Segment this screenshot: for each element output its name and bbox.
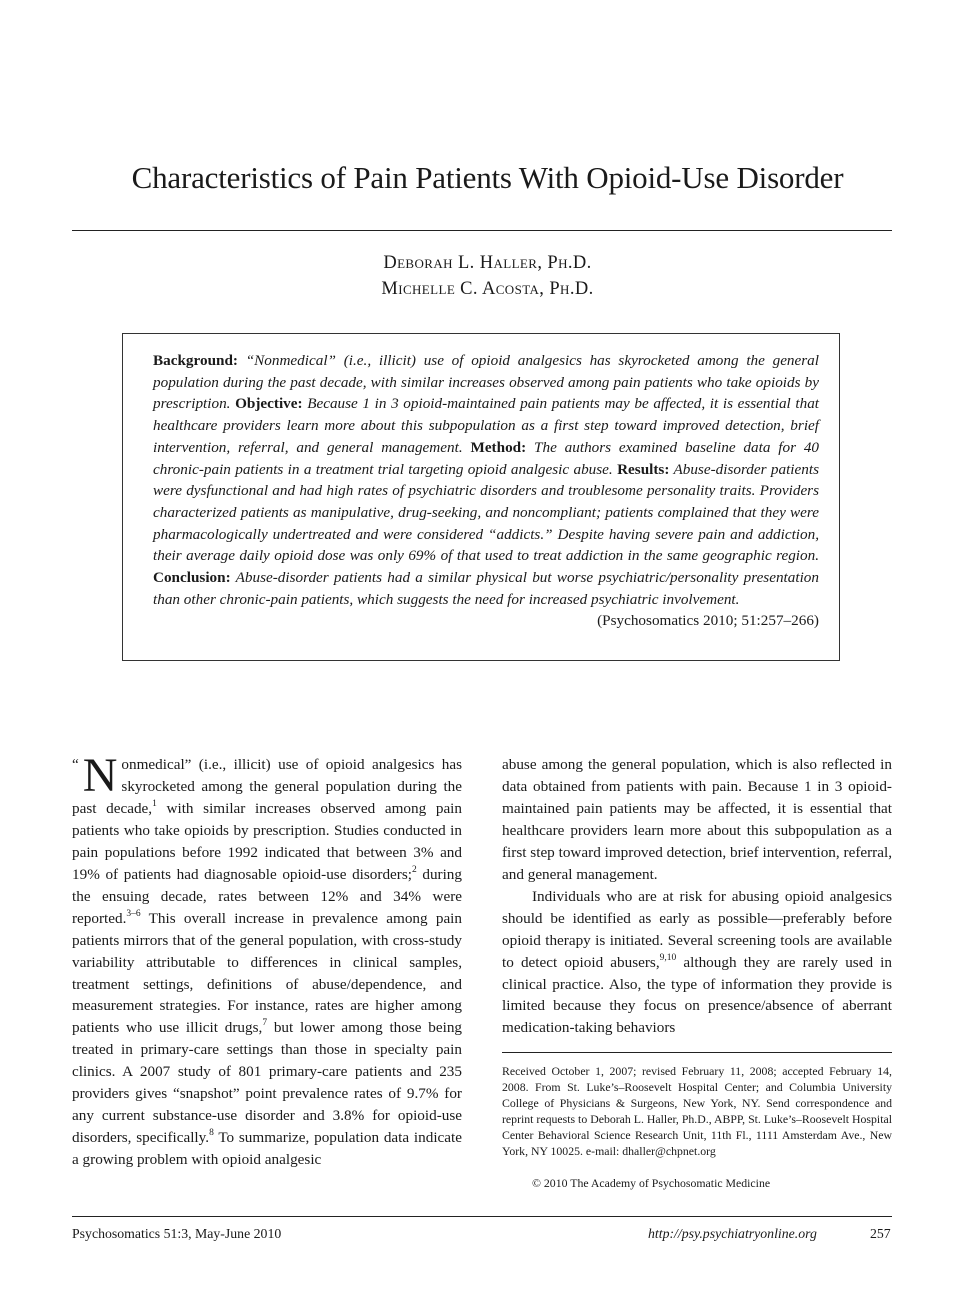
page-number: 257 — [870, 1226, 891, 1241]
abstract-objective-label: Objective: — [235, 395, 303, 413]
author-list — [0, 250, 975, 302]
abstract-background: “Nonmedical” (i.e., illicit) use of opioid analgesics has skyrocketed among the general population during the past decade, with similar increases observed among pain patients who take opioids by prescription. — [153, 352, 819, 413]
abstract-citation: (Psychosomatics 2010; 51:257–266) — [597, 612, 819, 630]
reference-marker[interactable]: 7 — [262, 1018, 268, 1029]
reference-marker[interactable]: 9,10 — [659, 952, 677, 963]
body-text: with similar increases observed among pain patients who take opioids by prescription. Studies conducted in pain populations before 1992 indicated that between 3% and 19% of patients had diagnosable opioid-use disorders; — [72, 799, 462, 883]
article-footnote: Received October 1, 2007; revised February 11, 2008; accepted February 14, 2008. From St. Luke’s–Roosevelt Hospital Center; and Columbia University College of Physicians & Surgeons, New York, NY. Send correspondence and reprint requests to Deborah L. Haller, Ph.D., ABPP, St. Luke’s–Roosevelt Hospital Center Behavioral Science Research Unit, 11th Fl., 1111 Amsterdam Ave., New York, NY 10025. e-mail: dhaller@chpnet.org — [502, 1064, 892, 1158]
body-text: Individuals who are at risk for abusing opioid analgesics should be identified as early as possible—preferably before opioid therapy is initiated. Several screening tools are available to detect opioid abusers, — [502, 887, 892, 971]
abstract-text — [153, 350, 820, 630]
body-text: onmedical” (i.e., illicit) use of opioid analgesics has skyrocketed among the general population during the past decade, — [72, 756, 462, 817]
body-paragraph — [502, 886, 892, 1040]
abstract-conclusion: Abuse-disorder patients had a similar physical but worse psychiatric/personality presentation than other chronic-pain patients, which suggests the need for increased psychiatric involvement. — [153, 569, 819, 608]
drop-cap: N — [82, 749, 118, 802]
article-title: Characteristics of Pain Patients With Opioid-Use Disorder — [131, 160, 844, 195]
body-column-right — [502, 754, 892, 1039]
abstract-conclusion-label: Conclusion: — [153, 569, 231, 587]
author-name: Michelle C. Acosta, Ph.D. — [381, 279, 594, 299]
body-text: To summarize, population data indicate a growing problem with opioid analgesic — [72, 1129, 462, 1169]
abstract-box — [122, 333, 840, 661]
body-text: but lower among those being treated in primary-care settings than those in specialty pain clinics. A 2007 study of 801 primary-care patients and 235 providers gives “snapshot” point prevalence rates of 9.7% for any current substance-use disorder and 3.8% for opioid-use disorders, specifically. — [72, 1019, 463, 1147]
body-text: although they are rarely used in clinical practice. Also, the type of information they provide is limited because they focus on presence/absence of aberrant medication-taking behaviors — [502, 953, 892, 1037]
footnote-divider — [502, 1052, 892, 1053]
reference-marker[interactable]: 2 — [411, 864, 417, 875]
opening-quote: “ — [72, 756, 79, 773]
abstract-objective: Because 1 in 3 opioid-maintained pain patients may be affected, it is essential that healthcare providers learn more about this subpopulation as a first step toward improved detection, brief intervention, referral, and general management. — [153, 395, 820, 456]
title-divider — [72, 230, 892, 231]
abstract-method-label: Method: — [470, 438, 527, 456]
copyright-notice: © 2010 The Academy of Psychosomatic Medicine — [532, 1176, 771, 1190]
abstract-method: The authors examined baseline data for 40 chronic-pain patients in a treatment trial targeting opioid analgesic abuse. — [153, 438, 820, 478]
journal-url-link[interactable]: http://psy.psychiatryonline.org — [648, 1226, 817, 1241]
body-text: during the ensuing decade, rates between 12% and 34% were reported. — [72, 865, 462, 927]
abstract-results-label: Results: — [617, 460, 670, 478]
body-column-left — [72, 749, 463, 1171]
footer-divider — [72, 1216, 892, 1217]
reference-marker[interactable]: 3–6 — [126, 908, 141, 919]
body-text: This overall increase in prevalence among pain patients mirrors that of the general population, with cross-study variability attributable to differences in clinical samples, treatment settings, definitions of abuse/dependence, and measurement strategies. For instance, rates are higher among patients who use illicit drugs, — [72, 909, 462, 1037]
reference-marker[interactable]: 1 — [152, 798, 157, 809]
reference-marker[interactable]: 8 — [209, 1128, 214, 1139]
body-paragraph — [72, 749, 463, 1171]
author-name: Deborah L. Haller, Ph.D. — [383, 253, 592, 273]
body-paragraph: abuse among the general population, which is also reflected in data obtained from patients with pain. Because 1 in 3 opioid-maintained pain patients may be affected, it is essential that healthcare providers learn more about this subpopulation as a first step toward improved detection, brief intervention, referral, and general management. — [502, 756, 892, 883]
abstract-background-label: Background: — [153, 352, 238, 369]
abstract-results: Abuse-disorder patients were dysfunctional and had high rates of psychiatric disorders and troublesome personality traits. Providers characterized patients as manipulative, drug-seeking, and noncompliant; patients complained that they were pharmacologically undertreated and were considered “addicts.” Despite having severe pain and addiction, their average daily opioid dose was only 69% of that used to treat addiction in the same geographic region. — [153, 460, 819, 565]
journal-info: Psychosomatics 51:3, May-June 2010 — [72, 1226, 282, 1241]
